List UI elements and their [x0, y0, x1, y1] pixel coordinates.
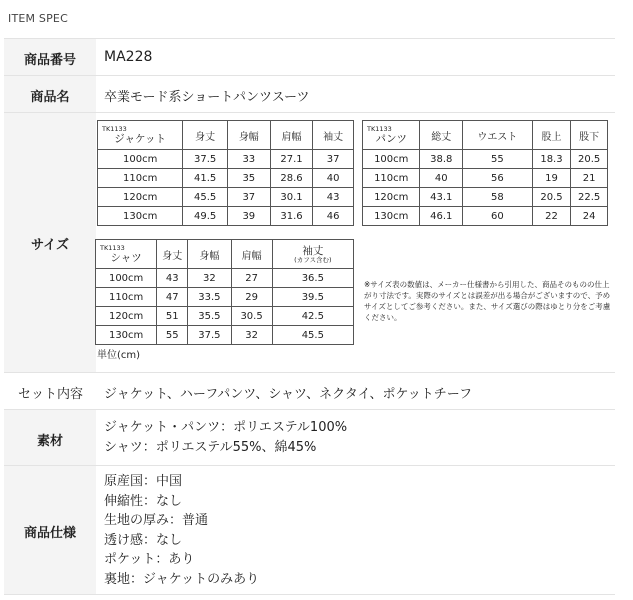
- table-row: [98, 169, 354, 188]
- table-cell: 46: [313, 207, 354, 226]
- table-cell: 20.5: [532, 188, 571, 207]
- table-cell: 35: [228, 169, 271, 188]
- table-cell: 43: [157, 269, 188, 288]
- table-row: [96, 288, 354, 307]
- table-cell: 38.8: [420, 150, 463, 169]
- table-row: [98, 207, 354, 226]
- divider: [4, 38, 615, 39]
- shirt-code: TK1133: [100, 243, 125, 252]
- table-row: [96, 269, 354, 288]
- table-cell: 100cm: [98, 150, 183, 169]
- pants-name: パンツ: [375, 132, 407, 145]
- table-cell: 130cm: [96, 326, 157, 345]
- size-label: サイズ: [31, 238, 69, 253]
- table-cell: 58: [463, 188, 533, 207]
- table-cell: 37: [313, 150, 354, 169]
- table-cell: 27.1: [270, 150, 313, 169]
- material-line: ジャケット・パンツ：ポリエステル100%: [104, 420, 348, 435]
- divider: [4, 594, 615, 595]
- product-name-label: 商品名: [30, 90, 70, 105]
- table-cell: 19: [532, 169, 571, 188]
- table-cell: 110cm: [363, 169, 420, 188]
- table-row: [363, 150, 608, 169]
- table-cell: 37.5: [188, 326, 231, 345]
- table-cell: 28.6: [270, 169, 313, 188]
- table-row: [98, 150, 354, 169]
- jacket-table-corner: [98, 121, 183, 150]
- jacket-code: TK1133: [102, 124, 127, 133]
- table-cell: 49.5: [183, 207, 228, 226]
- material-line: シャツ：ポリエステル55%、綿45%: [104, 439, 317, 455]
- product-name-value: 卒業モード系ショートパンツスーツ: [104, 90, 310, 105]
- material-lines: [104, 418, 347, 457]
- spec-line: 原産国：中国: [104, 474, 183, 489]
- set-contents-label: セット内容: [18, 387, 84, 402]
- table-cell: 45.5: [272, 326, 353, 345]
- table-cell: 130cm: [363, 207, 420, 226]
- table-cell: 33.5: [188, 288, 231, 307]
- spec-line: 透け感：なし: [104, 532, 183, 548]
- table-cell: 120cm: [98, 188, 183, 207]
- shirt-sleeve-label: 袖丈: [302, 244, 324, 257]
- shirt-size-table: [95, 239, 354, 345]
- shirt-sleeve-note: (カフス含む): [294, 255, 332, 264]
- table-cell: 30.5: [231, 307, 272, 326]
- divider: [4, 409, 615, 410]
- table-cell: 40: [420, 169, 463, 188]
- pants-header: 股下: [571, 121, 608, 150]
- table-cell: 33: [228, 150, 271, 169]
- table-cell: 22: [532, 207, 571, 226]
- jacket-header: 袖丈: [313, 121, 354, 150]
- table-row: [363, 207, 608, 226]
- pants-size-table: [362, 120, 608, 226]
- table-cell: 39.5: [272, 288, 353, 307]
- table-cell: 100cm: [363, 150, 420, 169]
- table-cell: 60: [463, 207, 533, 226]
- table-row: [96, 307, 354, 326]
- table-cell: 22.5: [571, 188, 608, 207]
- spec-line: ポケット：あり: [104, 552, 195, 568]
- table-cell: 56: [463, 169, 533, 188]
- shirt-table-corner: [96, 240, 157, 269]
- spec-header-title: ITEM SPEC: [8, 12, 68, 25]
- table-cell: 110cm: [96, 288, 157, 307]
- size-disclaimer-note: ※サイズ表の数値は、メーカー仕様書から引用した、商品そのものの仕上がり寸法です。実際のサイズとは誤差が出る場合がございますので、予めサイズとしてご参考ください。また、サイズ選びの際はゆとり分をご考慮ください。: [364, 280, 611, 322]
- table-cell: 120cm: [96, 307, 157, 326]
- pants-table-corner: [363, 121, 420, 150]
- shirt-header: 身幅: [188, 240, 231, 269]
- table-cell: 55: [463, 150, 533, 169]
- spec-lines: [104, 472, 259, 590]
- table-cell: 110cm: [98, 169, 183, 188]
- table-cell: 130cm: [98, 207, 183, 226]
- spec-label: 商品仕様: [23, 526, 76, 541]
- divider: [4, 112, 615, 113]
- spec-line: 伸縮性：なし: [104, 493, 183, 509]
- shirt-header: 身丈: [157, 240, 188, 269]
- set-contents-value: ジャケット、ハーフパンツ、シャツ、ネクタイ、ポケットチーフ: [104, 387, 473, 402]
- table-cell: 37.5: [183, 150, 228, 169]
- pants-header: 股上: [532, 121, 571, 150]
- table-cell: 32: [188, 269, 231, 288]
- divider: [4, 75, 615, 76]
- table-row: [98, 188, 354, 207]
- table-cell: 24: [571, 207, 608, 226]
- table-cell: 32: [231, 326, 272, 345]
- table-cell: 120cm: [363, 188, 420, 207]
- shirt-name: シャツ: [110, 251, 142, 264]
- table-cell: 43.1: [420, 188, 463, 207]
- table-cell: 36.5: [272, 269, 353, 288]
- table-cell: 41.5: [183, 169, 228, 188]
- pants-code: TK1133: [367, 124, 392, 133]
- jacket-header: 肩幅: [270, 121, 313, 150]
- spec-line: 裏地：ジャケットのみあり: [104, 571, 260, 587]
- unit-note: 単位(cm): [97, 350, 141, 361]
- product-number-label: 商品番号: [23, 53, 76, 68]
- table-cell: 20.5: [571, 150, 608, 169]
- table-cell: 35.5: [188, 307, 231, 326]
- table-cell: 39: [228, 207, 271, 226]
- divider: [4, 372, 615, 373]
- product-number-value: MA228: [104, 49, 153, 65]
- jacket-size-table: [97, 120, 354, 226]
- jacket-header: 身丈: [183, 121, 228, 150]
- table-cell: 29: [231, 288, 272, 307]
- table-cell: 21: [571, 169, 608, 188]
- table-cell: 51: [157, 307, 188, 326]
- shirt-header-sleeve: [272, 240, 353, 269]
- divider: [4, 465, 615, 466]
- pants-header: 総丈: [420, 121, 463, 150]
- table-row: [363, 188, 608, 207]
- table-cell: 45.5: [183, 188, 228, 207]
- pants-header: ウエスト: [463, 121, 533, 150]
- shirt-header: 肩幅: [231, 240, 272, 269]
- material-label: 素材: [36, 434, 63, 449]
- table-cell: 55: [157, 326, 188, 345]
- table-cell: 42.5: [272, 307, 353, 326]
- table-row: [363, 169, 608, 188]
- table-cell: 37: [228, 188, 271, 207]
- table-row: [96, 326, 354, 345]
- table-cell: 27: [231, 269, 272, 288]
- table-cell: 40: [313, 169, 354, 188]
- table-cell: 30.1: [270, 188, 313, 207]
- table-cell: 100cm: [96, 269, 157, 288]
- jacket-header: 身幅: [228, 121, 271, 150]
- table-cell: 18.3: [532, 150, 571, 169]
- table-cell: 31.6: [270, 207, 313, 226]
- table-cell: 46.1: [420, 207, 463, 226]
- table-cell: 47: [157, 288, 188, 307]
- table-cell: 43: [313, 188, 354, 207]
- jacket-name: ジャケット: [114, 132, 167, 145]
- spec-line: 生地の厚み：普通: [104, 513, 209, 529]
